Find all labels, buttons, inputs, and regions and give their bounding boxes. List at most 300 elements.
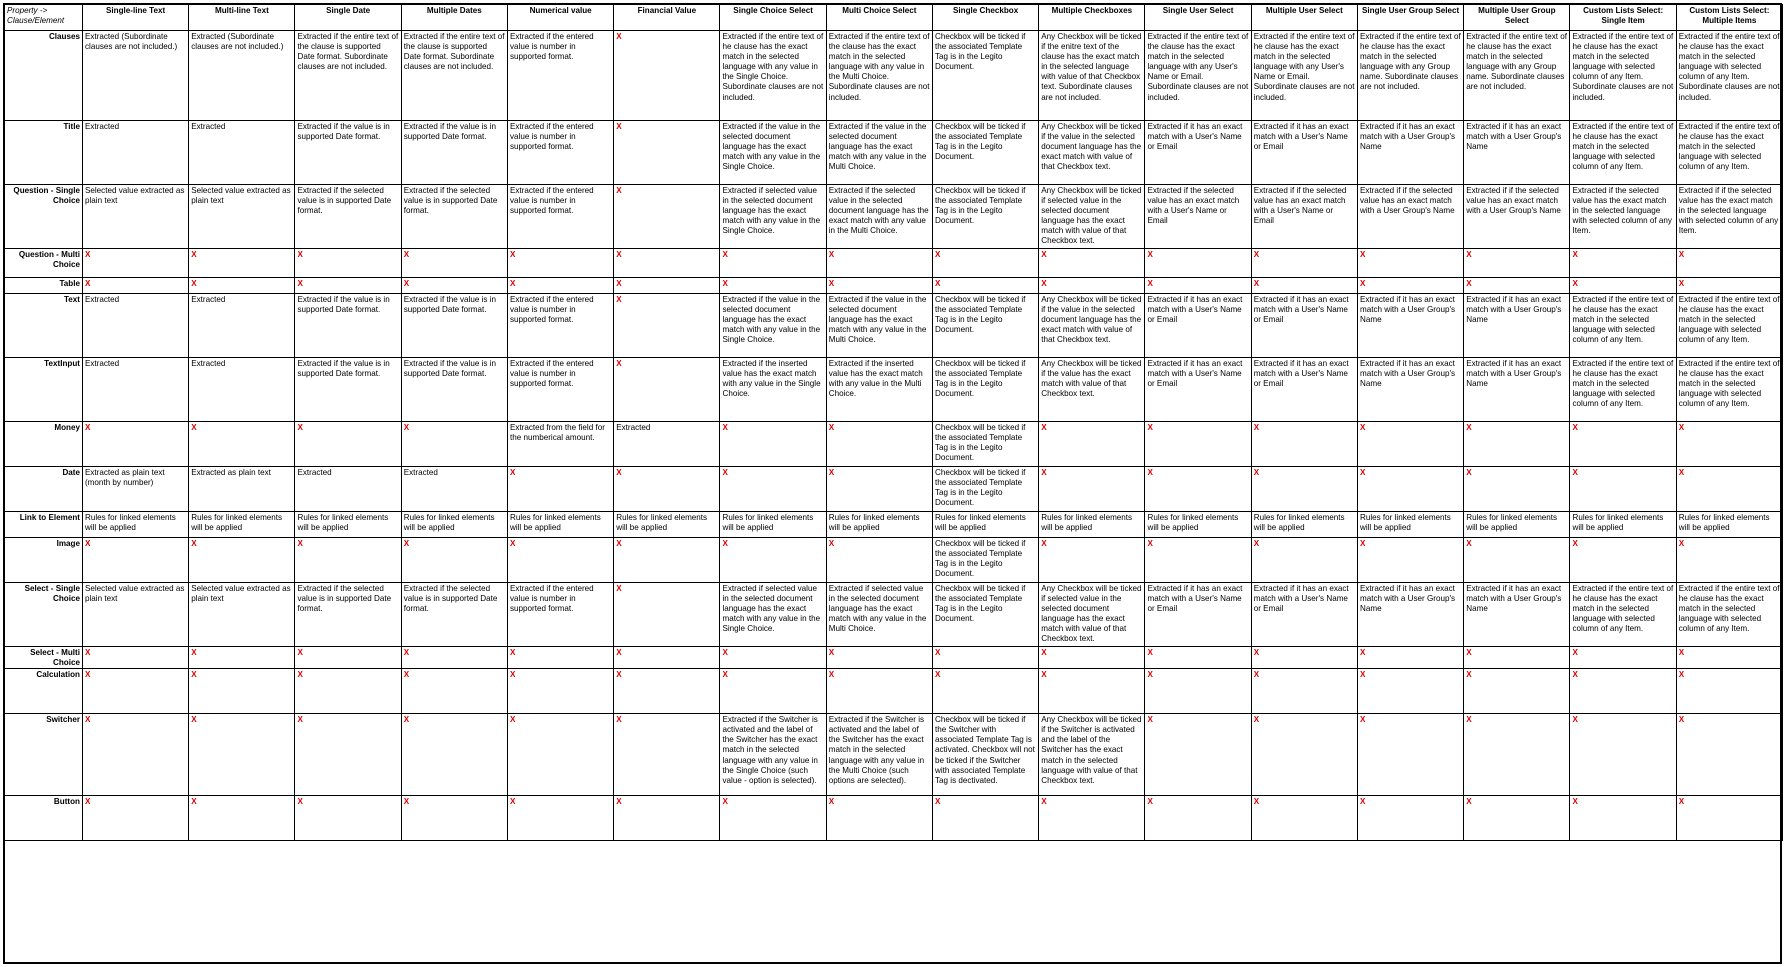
table-cell: Checkbox will be ticked if the associated Template Tag is in the Legito Document. xyxy=(932,538,1038,583)
table-cell: Extracted if the entire text of he clause has the exact match in the selected language with any Group name. Subordinate clauses are not included. xyxy=(1464,31,1570,121)
table-cell: X xyxy=(401,538,507,583)
row-label: Calculation xyxy=(5,669,83,714)
column-header: Numerical value xyxy=(507,5,613,31)
table-cell: Extracted if if the selected value has an exact match with a User's Name or Email xyxy=(1251,185,1357,249)
table-cell: X xyxy=(614,249,720,278)
table-cell: Selected value extracted as plain text xyxy=(189,583,295,647)
table-cell: Extracted if the entered value is number in supported format. xyxy=(507,185,613,249)
table-cell: X xyxy=(932,249,1038,278)
table-cell: Extracted if the value in the selected document language has the exact match with any value in the Single Choice. xyxy=(720,121,826,185)
table-cell: X xyxy=(1357,714,1463,796)
table-cell: X xyxy=(1251,422,1357,467)
table-cell: Rules for linked elements will be applied xyxy=(1357,512,1463,538)
column-header: Multiple Checkboxes xyxy=(1039,5,1145,31)
column-header: Financial Value xyxy=(614,5,720,31)
table-cell: X xyxy=(826,796,932,841)
row-label: Table xyxy=(5,278,83,294)
table-cell: Extracted if it has an exact match with a User Group's Name xyxy=(1464,583,1570,647)
table-cell: X xyxy=(1570,278,1676,294)
table-cell: Extracted if the entire text of he clause has the exact match in the selected language with selected column of any Item. xyxy=(1570,121,1676,185)
table-cell: Extracted if the selected value in the selected document language has the exact match with any value in the Multi Choice. xyxy=(826,185,932,249)
table-cell: X xyxy=(826,249,932,278)
table-cell: X xyxy=(82,249,188,278)
table-cell: Rules for linked elements will be applied xyxy=(1039,512,1145,538)
column-header: Single Checkbox xyxy=(932,5,1038,31)
table-cell: X xyxy=(1570,796,1676,841)
table-cell: X xyxy=(189,249,295,278)
table-cell: X xyxy=(614,294,720,358)
table-cell: Extracted if the selected value is in supported Date format. xyxy=(401,185,507,249)
table-cell: X xyxy=(614,278,720,294)
table-row xyxy=(5,538,1783,583)
table-cell: Extracted if it has an exact match with a User's Name or Email xyxy=(1145,583,1251,647)
column-header: Single Date xyxy=(295,5,401,31)
table-cell: X xyxy=(295,422,401,467)
table-cell: X xyxy=(1251,278,1357,294)
table-cell: X xyxy=(82,714,188,796)
table-cell: Rules for linked elements will be applied xyxy=(189,512,295,538)
table-cell: X xyxy=(1251,647,1357,669)
table-cell: X xyxy=(1145,249,1251,278)
table-cell: X xyxy=(295,796,401,841)
table-cell: Extracted if the selected value has the exact match in the selected language with selected column of any Item. xyxy=(1570,185,1676,249)
table-cell: X xyxy=(1464,714,1570,796)
column-header: Custom Lists Select: Multiple Items xyxy=(1676,5,1782,31)
table-cell: X xyxy=(614,185,720,249)
table-cell: Extracted if the selected value is in supported Date format. xyxy=(295,185,401,249)
table-cell: Rules for linked elements will be applied xyxy=(82,512,188,538)
property-mapping-table xyxy=(4,4,1783,841)
table-cell: X xyxy=(614,647,720,669)
table-cell: X xyxy=(1145,538,1251,583)
table-cell: X xyxy=(401,796,507,841)
column-header: Multiple User Select xyxy=(1251,5,1357,31)
table-cell: Any Checkbox will be ticked if the Switcher is activated and the label of the Switcher has the exact match in the selected language with value of that Checkbox text. xyxy=(1039,714,1145,796)
table-cell: Extracted if it has an exact match with a User Group's Name xyxy=(1357,358,1463,422)
table-cell: Extracted if the inserted value has the exact match with any value in the Single Choice. xyxy=(720,358,826,422)
table-cell: X xyxy=(1676,467,1782,512)
table-cell: X xyxy=(1039,669,1145,714)
row-label: Text xyxy=(5,294,83,358)
table-cell: Any Checkbox will be ticked if the value in the selected document language has the exact match with value of that Checkbox text. xyxy=(1039,294,1145,358)
table-cell: Checkbox will be ticked if the associated Template Tag is in the Legito Document. xyxy=(932,358,1038,422)
table-cell: Extracted if the selected value has an exact match with a User's Name or Email xyxy=(1145,185,1251,249)
table-cell: X xyxy=(1039,647,1145,669)
table-row xyxy=(5,796,1783,841)
table-cell: Selected value extracted as plain text xyxy=(82,185,188,249)
corner-header-cell: Property -> Clause/Element xyxy=(5,5,83,31)
table-cell: Extracted if the value in the selected document language has the exact match with any value in the Single Choice. xyxy=(720,294,826,358)
table-cell: X xyxy=(932,796,1038,841)
table-cell: X xyxy=(1676,714,1782,796)
table-cell: X xyxy=(720,796,826,841)
row-label: Title xyxy=(5,121,83,185)
table-cell: X xyxy=(1464,249,1570,278)
table-cell: X xyxy=(401,278,507,294)
table-cell: X xyxy=(1676,647,1782,669)
table-cell: Extracted if the entire text of he clause has the exact match in the selected language with any User's Name or Email. Subordinate clauses are not included. xyxy=(1251,31,1357,121)
table-cell: X xyxy=(826,647,932,669)
table-cell: Extracted from the field for the numberical amount. xyxy=(507,422,613,467)
table-cell: Rules for linked elements will be applied xyxy=(826,512,932,538)
table-row xyxy=(5,278,1783,294)
table-cell: Checkbox will be ticked if the associated Template Tag is in the Legito Document. xyxy=(932,294,1038,358)
column-header: Single Choice Select xyxy=(720,5,826,31)
table-cell: Extracted if it has an exact match with a User's Name or Email xyxy=(1145,121,1251,185)
table-cell: X xyxy=(1570,249,1676,278)
table-cell: Extracted if if the selected value has an exact match with a User Group's Name xyxy=(1464,185,1570,249)
table-cell: X xyxy=(720,278,826,294)
table-cell: X xyxy=(1039,538,1145,583)
table-cell: Extracted if the entire text of he clause has the exact match in the selected language with selected column of any Item. xyxy=(1570,583,1676,647)
table-cell: Extracted if it has an exact match with a User's Name or Email xyxy=(1251,583,1357,647)
table-cell: X xyxy=(82,647,188,669)
table-cell: X xyxy=(1357,249,1463,278)
table-cell: Extracted if the Switcher is activated and the label of the Switcher has the exact match in the selected language with any value in the Single Choice (such value - option is selected). xyxy=(720,714,826,796)
table-cell: X xyxy=(1039,422,1145,467)
table-cell: X xyxy=(1464,538,1570,583)
table-cell: Extracted if selected value in the selected document language has the exact match with any value in the Single Choice. xyxy=(720,185,826,249)
table-cell: X xyxy=(1357,467,1463,512)
table-cell: X xyxy=(614,358,720,422)
table-cell: Extracted as plain text xyxy=(189,467,295,512)
table-cell: Extracted if it has an exact match with a User Group's Name xyxy=(1357,294,1463,358)
table-cell: Extracted if it has an exact match with a User Group's Name xyxy=(1464,358,1570,422)
table-cell: X xyxy=(401,647,507,669)
table-cell: X xyxy=(932,278,1038,294)
table-cell: X xyxy=(401,422,507,467)
table-cell: Rules for linked elements will be applied xyxy=(932,512,1038,538)
table-cell: Checkbox will be ticked if the associated Template Tag is in the Legito Document. xyxy=(932,467,1038,512)
table-cell: Extracted if the value is in supported Date format. xyxy=(295,294,401,358)
table-cell: Checkbox will be ticked if the Switcher with associated Template Tag is activated. Checkbox will not be ticked if the Switcher with associated Template Tag is dectivated. xyxy=(932,714,1038,796)
table-cell: Extracted if it has an exact match with a User's Name or Email xyxy=(1251,358,1357,422)
table-cell: Any Checkbox will be ticked if selected value in the selected document language has the exact match with value of that Checkbox text. xyxy=(1039,185,1145,249)
table-cell: Extracted xyxy=(189,358,295,422)
table-cell: X xyxy=(507,249,613,278)
table-cell: Rules for linked elements will be applied xyxy=(1676,512,1782,538)
row-label: Select - Single Choice xyxy=(5,583,83,647)
table-cell: Checkbox will be ticked if the associated Template Tag is in the Legito Document. xyxy=(932,121,1038,185)
table-cell: X xyxy=(1464,647,1570,669)
table-cell: Extracted if the entire text of the clause has the exact match in the selected language with any User's Name or Email. Subordinate clauses are not included. xyxy=(1145,31,1251,121)
table-cell: Extracted if the entire text of he clause has the exact match in the selected language with selected column of any Item. xyxy=(1676,583,1782,647)
table-cell: X xyxy=(1676,278,1782,294)
table-cell: X xyxy=(1676,422,1782,467)
table-cell: X xyxy=(614,538,720,583)
table-cell: X xyxy=(1570,538,1676,583)
table-cell: X xyxy=(826,669,932,714)
table-cell: X xyxy=(720,647,826,669)
table-cell: X xyxy=(826,538,932,583)
table-cell: Any Checkbox will be ticked if the enitre text of the clause has the exact match in the selected language with value of that Checkbox text. Subordinate clauses are not included. xyxy=(1039,31,1145,121)
table-cell: X xyxy=(614,467,720,512)
table-row xyxy=(5,294,1783,358)
column-header: Single User Group Select xyxy=(1357,5,1463,31)
table-cell: X xyxy=(1357,538,1463,583)
table-cell: X xyxy=(507,796,613,841)
table-cell: Extracted if the entire text of the clause has the exact match in the selected language with any value in the Multi Choice. Subordinate clauses are not included. xyxy=(826,31,932,121)
table-cell: Extracted if it has an exact match with a User Group's Name xyxy=(1464,121,1570,185)
table-cell: X xyxy=(1570,714,1676,796)
table-cell: Extracted xyxy=(189,294,295,358)
table-cell: Extracted if the selected value is in supported Date format. xyxy=(295,583,401,647)
table-cell: Extracted if the entered value is number in supported format. xyxy=(507,121,613,185)
table-cell: X xyxy=(720,669,826,714)
table-cell: Extracted if the value in the selected document language has the exact match with any value in the Multi Choice. xyxy=(826,294,932,358)
table-cell: X xyxy=(1145,669,1251,714)
table-row xyxy=(5,185,1783,249)
table-cell: Extracted xyxy=(82,294,188,358)
table-cell: Rules for linked elements will be applied xyxy=(614,512,720,538)
table-cell: Extracted if if the selected value has the exact match in the selected language with selected column of any Item. xyxy=(1676,185,1782,249)
table-cell: X xyxy=(932,647,1038,669)
table-cell: Extracted if selected value in the selected document language has the exact match with any value in the Multi Choice. xyxy=(826,583,932,647)
table-cell: X xyxy=(614,583,720,647)
table-cell: Rules for linked elements will be applied xyxy=(295,512,401,538)
row-label: Link to Element xyxy=(5,512,83,538)
table-cell: X xyxy=(507,714,613,796)
table-cell: X xyxy=(1039,796,1145,841)
table-cell: X xyxy=(82,278,188,294)
table-cell: X xyxy=(295,669,401,714)
table-cell: X xyxy=(1676,538,1782,583)
table-cell: X xyxy=(1145,714,1251,796)
table-cell: Extracted if the entire text of he clause has the exact match in the selected language with any value in the Single Choice. Subordinate clauses are not included. xyxy=(720,31,826,121)
table-cell: X xyxy=(1676,249,1782,278)
table-cell: X xyxy=(1464,669,1570,714)
table-cell: X xyxy=(1570,422,1676,467)
table-cell: X xyxy=(189,796,295,841)
table-cell: X xyxy=(189,422,295,467)
table-cell: Extracted if the value is in supported Date format. xyxy=(401,121,507,185)
table-cell: X xyxy=(1464,796,1570,841)
row-label: TextInput xyxy=(5,358,83,422)
table-cell: X xyxy=(189,714,295,796)
table-cell: X xyxy=(1464,467,1570,512)
table-cell: X xyxy=(1145,647,1251,669)
table-row xyxy=(5,647,1783,669)
table-cell: Extracted if the inserted value has the exact match with any value in the Multi Choice. xyxy=(826,358,932,422)
table-cell: X xyxy=(189,538,295,583)
table-cell: X xyxy=(189,278,295,294)
table-cell: Extracted if the value is in supported Date format. xyxy=(401,294,507,358)
column-header: Multiple Dates xyxy=(401,5,507,31)
row-label: Date xyxy=(5,467,83,512)
column-header: Multi Choice Select xyxy=(826,5,932,31)
table-cell: X xyxy=(1464,278,1570,294)
table-cell: Extracted xyxy=(189,121,295,185)
table-row xyxy=(5,583,1783,647)
table-row xyxy=(5,249,1783,278)
table-cell: Extracted if it has an exact match with a User's Name or Email xyxy=(1145,294,1251,358)
row-label: Question - Multi Choice xyxy=(5,249,83,278)
table-cell: X xyxy=(507,669,613,714)
table-cell: X xyxy=(720,467,826,512)
column-header: Custom Lists Select: Single Item xyxy=(1570,5,1676,31)
table-cell: Extracted xyxy=(82,358,188,422)
table-cell: X xyxy=(1251,467,1357,512)
table-cell: X xyxy=(932,669,1038,714)
table-cell: X xyxy=(507,538,613,583)
table-cell: X xyxy=(401,669,507,714)
row-label: Select - Multi Choice xyxy=(5,647,83,669)
column-header: Multi-line Text xyxy=(189,5,295,31)
table-cell: Extracted if it has an exact match with a User's Name or Email xyxy=(1251,294,1357,358)
table-cell: X xyxy=(826,467,932,512)
table-cell: Extracted if the entire text of the clause is supported Date format. Subordinate clauses are not included. xyxy=(295,31,401,121)
table-cell: X xyxy=(614,669,720,714)
table-cell: Any Checkbox will be ticked if the value has the exact match with value of that Checkbox text. xyxy=(1039,358,1145,422)
table-cell: X xyxy=(507,278,613,294)
table-cell: Extracted if the value is in supported Date format. xyxy=(295,358,401,422)
table-cell: Extracted xyxy=(401,467,507,512)
table-cell: Extracted if it has an exact match with a User's Name or Email xyxy=(1145,358,1251,422)
table-cell: X xyxy=(189,669,295,714)
table-cell: X xyxy=(295,249,401,278)
table-cell: X xyxy=(507,467,613,512)
table-cell: X xyxy=(1676,669,1782,714)
table-cell: X xyxy=(401,714,507,796)
table-cell: Extracted if it has an exact match with a User Group's Name xyxy=(1357,583,1463,647)
table-cell: Selected value extracted as plain text xyxy=(82,583,188,647)
table-cell: X xyxy=(1570,669,1676,714)
table-cell: Rules for linked elements will be applied xyxy=(1145,512,1251,538)
table-cell: X xyxy=(614,796,720,841)
row-label: Question - Single Choice xyxy=(5,185,83,249)
table-cell: Extracted (Subordinate clauses are not included.) xyxy=(82,31,188,121)
row-label: Button xyxy=(5,796,83,841)
table-cell: X xyxy=(720,249,826,278)
table-cell: X xyxy=(1357,422,1463,467)
table-row xyxy=(5,467,1783,512)
table-cell: Rules for linked elements will be applied xyxy=(507,512,613,538)
table-cell: X xyxy=(826,422,932,467)
table-cell: X xyxy=(1039,467,1145,512)
table-cell: X xyxy=(1251,796,1357,841)
table-cell: X xyxy=(1251,669,1357,714)
table-cell: Any Checkbox will be ticked if selected value in the selected document language has the exact match with value of that Checkbox text. xyxy=(1039,583,1145,647)
table-cell: Rules for linked elements will be applied xyxy=(720,512,826,538)
table-row xyxy=(5,512,1783,538)
table-cell: Extracted if the entire text of he clause has the exact match in the selected language with selected column of any Item. xyxy=(1570,358,1676,422)
table-cell: Extracted (Subordinate clauses are not included.) xyxy=(189,31,295,121)
table-cell: X xyxy=(1357,796,1463,841)
table-cell: Extracted xyxy=(295,467,401,512)
table-cell: Rules for linked elements will be applied xyxy=(1251,512,1357,538)
table-cell: X xyxy=(1251,538,1357,583)
table-cell: X xyxy=(1357,647,1463,669)
table-cell: X xyxy=(295,538,401,583)
table-cell: X xyxy=(614,31,720,121)
table-cell: X xyxy=(614,121,720,185)
table-row xyxy=(5,121,1783,185)
table-cell: Checkbox will be ticked if the associated Template Tag is in the Legito Document. xyxy=(932,185,1038,249)
row-label: Clauses xyxy=(5,31,83,121)
table-cell: X xyxy=(189,647,295,669)
table-cell: Rules for linked elements will be applied xyxy=(1464,512,1570,538)
table-cell: X xyxy=(1039,278,1145,294)
column-header: Multiple User Group Select xyxy=(1464,5,1570,31)
table-cell: X xyxy=(295,714,401,796)
table-cell: Checkbox will be ticked if the associated Template Tag is in the Legito Document. xyxy=(932,422,1038,467)
table-cell: Extracted if the entire text of he clause has the exact match in the selected language with selected column of any Item. Subordinate clauses are not included. xyxy=(1570,31,1676,121)
table-cell: Extracted if the entered value is number in supported format. xyxy=(507,358,613,422)
table-cell: X xyxy=(1039,249,1145,278)
table-cell: Extracted if the entered value is number in supported format. xyxy=(507,31,613,121)
table-cell: Extracted if selected value in the selected document language has the exact match with any value in the Single Choice. xyxy=(720,583,826,647)
table-cell: Extracted if the value in the selected document language has the exact match with any value in the Multi Choice. xyxy=(826,121,932,185)
table-cell: X xyxy=(1570,647,1676,669)
table-cell: Extracted if it has an exact match with a User Group's Name xyxy=(1357,121,1463,185)
table-cell: Extracted if the entire text of he clause has the exact match in the selected language with selected column of any Item. xyxy=(1676,121,1782,185)
table-cell: Extracted if the entered value is number in supported format. xyxy=(507,294,613,358)
table-cell: Selected value extracted as plain text xyxy=(189,185,295,249)
table-cell: Extracted xyxy=(82,121,188,185)
table-cell: X xyxy=(720,538,826,583)
table-cell: X xyxy=(1251,249,1357,278)
table-cell: X xyxy=(1145,796,1251,841)
table-cell: Extracted if it has an exact match with a User Group's Name xyxy=(1464,294,1570,358)
table-cell: X xyxy=(82,422,188,467)
table-cell: Checkbox will be ticked if the associated Template Tag is in the Legito Document. xyxy=(932,583,1038,647)
table-cell: X xyxy=(720,422,826,467)
header-row xyxy=(5,5,1783,31)
row-label: Money xyxy=(5,422,83,467)
row-label: Switcher xyxy=(5,714,83,796)
table-cell: X xyxy=(1676,796,1782,841)
table-cell: X xyxy=(1145,467,1251,512)
table-cell: X xyxy=(82,796,188,841)
table-cell: X xyxy=(401,249,507,278)
table-cell: Extracted if the Switcher is activated and the label of the Switcher has the exact match in the selected language with any value in the Multi Choice (such options are selected). xyxy=(826,714,932,796)
table-cell: Extracted if the entire text of he clause has the exact match in the selected language with selected column of any Item. xyxy=(1676,358,1782,422)
table-row xyxy=(5,31,1783,121)
table-cell: Extracted if the entire text of he clause has the exact match in the selected language with selected column of any Item. xyxy=(1570,294,1676,358)
table-cell: X xyxy=(1145,278,1251,294)
table-cell: Extracted if the value is in supported Date format. xyxy=(401,358,507,422)
table-cell: Checkbox will be ticked if the associated Template Tag is in the Legito Document. xyxy=(932,31,1038,121)
column-header: Single-line Text xyxy=(82,5,188,31)
table-cell: Any Checkbox will be ticked if the value in the selected document language has the exact match with value of that Checkbox text. xyxy=(1039,121,1145,185)
table-cell: Extracted if the entire text of he clause has the exact match in the selected language with selected column of any Item. xyxy=(1676,294,1782,358)
table-cell: Extracted if the entire text of he clause has the exact match in the selected language with selected column of any Item. Subordinate clauses are not included. xyxy=(1676,31,1782,121)
table-cell: X xyxy=(614,714,720,796)
table-row xyxy=(5,422,1783,467)
table-cell: Extracted as plain text (month by number) xyxy=(82,467,188,512)
table-cell: X xyxy=(295,278,401,294)
table-cell: Extracted if the entire text of the clause is supported Date format. Subordinate clauses are not included. xyxy=(401,31,507,121)
table-cell: X xyxy=(82,669,188,714)
table-cell: X xyxy=(1464,422,1570,467)
row-label: Image xyxy=(5,538,83,583)
table-cell: Extracted if it has an exact match with a User's Name or Email xyxy=(1251,121,1357,185)
table-cell: X xyxy=(1570,467,1676,512)
table-cell: Extracted xyxy=(614,422,720,467)
table-row xyxy=(5,714,1783,796)
table-cell: X xyxy=(1357,669,1463,714)
table-cell: X xyxy=(1357,278,1463,294)
column-header: Single User Select xyxy=(1145,5,1251,31)
table-row xyxy=(5,669,1783,714)
table-cell: Rules for linked elements will be applied xyxy=(401,512,507,538)
table-cell: X xyxy=(82,538,188,583)
table-cell: X xyxy=(507,647,613,669)
table-cell: Extracted if the entire text of he clause has the exact match in the selected language with any Group name. Subordinate clauses are not included. xyxy=(1357,31,1463,121)
table-cell: X xyxy=(1145,422,1251,467)
table-cell: Extracted if the entered value is number in supported format. xyxy=(507,583,613,647)
table-cell: Extracted if the value is in supported Date format. xyxy=(295,121,401,185)
